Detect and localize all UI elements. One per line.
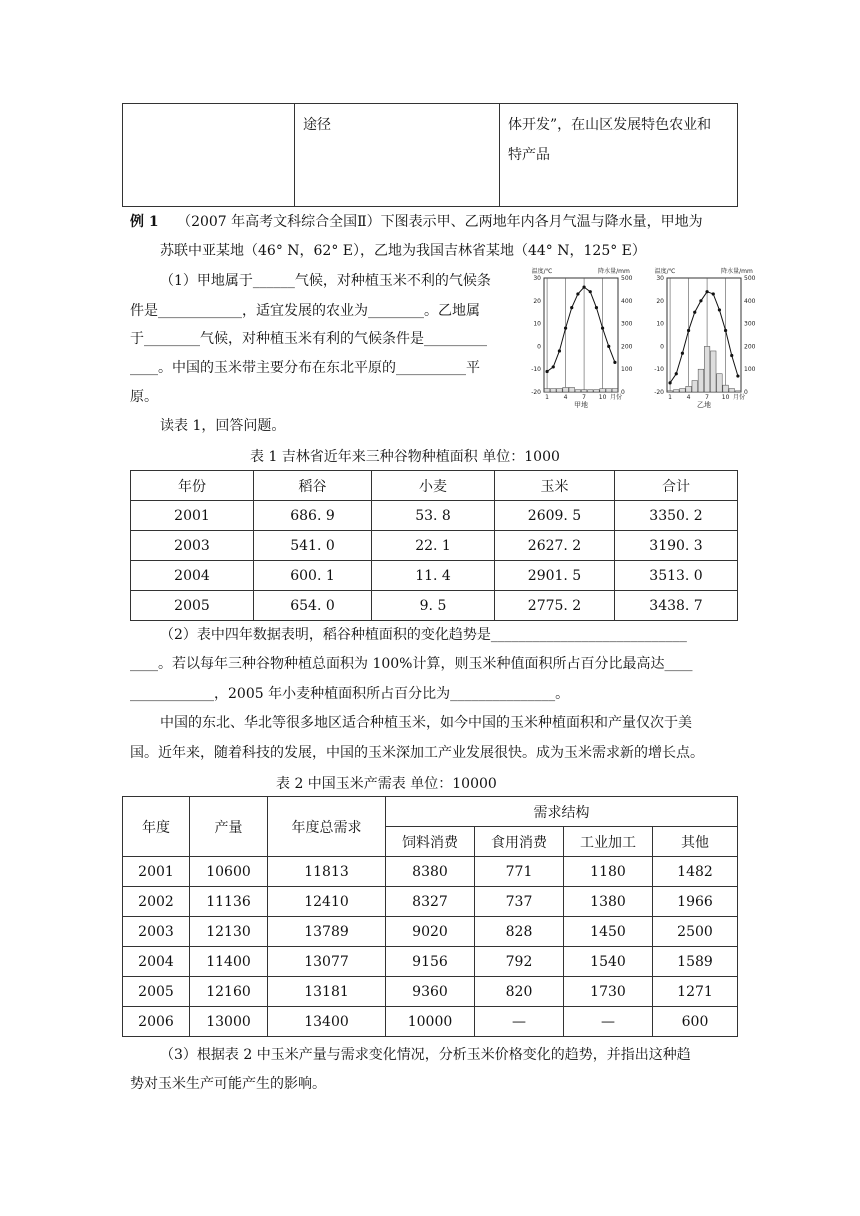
table1-header: 合计 (615, 471, 738, 501)
table2-cell: 1589 (653, 947, 738, 977)
table2-cell: 828 (475, 917, 564, 947)
table1-cell: 2005 (131, 591, 254, 621)
climate-chart-yi (643, 264, 763, 414)
table2-cell: 771 (475, 857, 564, 887)
table1-row (131, 531, 738, 561)
table1-row (131, 561, 738, 591)
precipitation-bar (673, 390, 679, 392)
table2-cell: 11813 (268, 857, 386, 887)
table2-cell: 9360 (386, 977, 475, 1007)
precipitation-bar (735, 391, 741, 392)
table1-cell: 2775. 2 (495, 591, 615, 621)
table1-cell: 9. 5 (372, 591, 495, 621)
precipitation-bar (544, 389, 550, 392)
table2-cell: 600 (653, 1007, 738, 1037)
table2-row (123, 1007, 738, 1037)
table2-cell: 1450 (564, 917, 653, 947)
temperature-point (582, 286, 585, 289)
temperature-point (607, 345, 610, 348)
table2-cell: — (564, 1007, 653, 1037)
table2-cell: 2002 (123, 887, 190, 917)
temperature-point (681, 352, 684, 355)
temperature-point (705, 290, 708, 293)
example-line1 (130, 209, 703, 235)
chart-xlabel: 甲地 (574, 401, 588, 409)
table1-cell: 541. 0 (254, 531, 372, 561)
temperature-point (589, 290, 592, 293)
table2-row (123, 977, 738, 1007)
table2-cell: 10000 (386, 1007, 475, 1037)
top-table-cell-3 (500, 104, 738, 207)
y1-tick-label: 10 (656, 320, 664, 328)
y2-tick-label: 400 (744, 297, 756, 305)
table2-cell: 2500 (653, 917, 738, 947)
x-tick-label: 1 (668, 394, 672, 401)
y2-tick-label: 200 (621, 343, 633, 351)
temperature-line (670, 292, 738, 383)
top-table-cell-1 (123, 104, 295, 207)
y1-tick-label: -20 (654, 389, 664, 396)
table1-header: 年份 (131, 471, 254, 501)
table1-cell: 3438. 7 (615, 591, 738, 621)
y1-tick-label: 10 (533, 320, 541, 328)
y2-tick-label: 0 (621, 389, 625, 396)
y2-axis-label: 降水量/mm (721, 268, 753, 275)
x-tick-label: 7 (582, 394, 586, 401)
temperature-point (576, 292, 579, 295)
table1-cell: 2001 (131, 501, 254, 531)
table1-row (131, 591, 738, 621)
plot-frame (544, 278, 618, 392)
table1-cell: 686. 9 (254, 501, 372, 531)
temperature-point (668, 381, 671, 384)
q1-line3: 于________气候，对种植玉米有利的气候条件是_________ (130, 331, 487, 347)
table2-cell: 13181 (268, 977, 386, 1007)
y2-tick-label: 300 (744, 320, 756, 328)
precipitation-bar (569, 387, 575, 392)
climate-chart-jia (520, 264, 640, 414)
temperature-point (613, 361, 616, 364)
table1-cell: 2003 (131, 531, 254, 561)
precipitation-bar (557, 389, 563, 392)
temperature-point (718, 308, 721, 311)
table1-header: 小麦 (372, 471, 495, 501)
top-table-cell-2: 途径 (295, 104, 500, 207)
table1-cell: 600. 1 (254, 561, 372, 591)
y1-axis-label: 温度/℃ (531, 268, 553, 275)
table1 (130, 470, 738, 621)
table1-row (131, 501, 738, 531)
x-tick-label: 7 (705, 394, 709, 401)
q1-line5: 原。 (130, 389, 158, 405)
y2-tick-label: 500 (621, 275, 633, 282)
temperature-point (687, 329, 690, 332)
y1-tick-label: -10 (531, 366, 541, 374)
precipitation-bar (680, 389, 686, 392)
top-table-cell-3-line1: 体开发”，在山区发展特色农业和 (508, 117, 712, 133)
table2-cell: 13789 (268, 917, 386, 947)
q3-line1: （3）根据表 2 中玉米产量与需求变化情况，分析玉米价格变化的趋势，并指出这种趋 (160, 1047, 691, 1063)
q1-line1: （1）甲地属于______气候，对种植玉米不利的气候条 (160, 273, 491, 289)
table2-cell: 820 (475, 977, 564, 1007)
para-line1: 中国的东北、华北等很多地区适合种植玉米，如今中国的玉米种植面积和产量仅次于美 (160, 715, 692, 731)
table2-cell: 11136 (190, 887, 268, 917)
precipitation-bar (667, 391, 673, 392)
x-tick-label: 10 (598, 394, 607, 401)
table1-cell: 3190. 3 (615, 531, 738, 561)
q2-line3: ____________，2005 年小麦种植面积所占百分比为_______________。 (130, 686, 570, 702)
precipitation-bar (612, 389, 618, 392)
y2-tick-label: 500 (744, 275, 756, 282)
table2-cell: 13400 (268, 1007, 386, 1037)
table2 (122, 796, 738, 1037)
precipitation-bar (710, 351, 716, 392)
precipitation-bar (698, 369, 704, 392)
table2-cell: 8327 (386, 887, 475, 917)
table2-row (123, 947, 738, 977)
y2-tick-label: 400 (621, 297, 633, 305)
x-tick-label: 4 (686, 394, 691, 401)
precipitation-bar (717, 374, 723, 392)
table2-cell: 12130 (190, 917, 268, 947)
temperature-point (601, 327, 604, 330)
table2-cell: 11400 (190, 947, 268, 977)
top-table-cell-3-line2: 特产品 (508, 147, 550, 163)
x-tick-label: 1 (545, 394, 549, 401)
y2-tick-label: 100 (621, 366, 633, 374)
temperature-point (570, 306, 573, 309)
chart-xlabel: 乙地 (697, 401, 711, 409)
q2-line2: ____。若以每年三种谷物种植总面积为 100%计算，则玉米种值面积所占百分比最高达____ (130, 656, 693, 672)
y2-tick-label: 0 (744, 389, 748, 396)
table2-cell: 1730 (564, 977, 653, 1007)
y1-tick-label: 20 (533, 297, 541, 305)
temperature-point (693, 311, 696, 314)
table1-header-row (131, 471, 738, 501)
temperature-point (699, 299, 702, 302)
y2-tick-label: 200 (744, 343, 756, 351)
table1-cell: 53. 8 (372, 501, 495, 531)
table2-cell: 1271 (653, 977, 738, 1007)
plot-frame (667, 278, 741, 392)
table2-row (123, 917, 738, 947)
y1-tick-label: 30 (533, 275, 541, 282)
y1-tick-label: 20 (656, 297, 664, 305)
table1-cell: 2609. 5 (495, 501, 615, 531)
temperature-point (730, 354, 733, 357)
precipitation-bar (587, 390, 593, 392)
x-tick-label: 4 (563, 394, 568, 401)
precipitation-bar (563, 387, 569, 392)
table1-caption: 表 1 吉林省近年来三种谷物种植面积 单位：1000 (250, 449, 560, 465)
example-line1-text: （2007 年高考文科综合全国Ⅱ）下图表示甲、乙两地年内各月气温与降水量，甲地为 (177, 214, 703, 230)
table2-cell: 792 (475, 947, 564, 977)
table1-header: 玉米 (495, 471, 615, 501)
table2-cell: 2004 (123, 947, 190, 977)
table2-cell: 2001 (123, 857, 190, 887)
precipitation-bar (575, 390, 581, 392)
temperature-point (675, 372, 678, 375)
table2-cell: 2006 (123, 1007, 190, 1037)
q1-line4: ____。中国的玉米带主要分布在东北平原的__________平 (130, 360, 480, 376)
temperature-point (736, 374, 739, 377)
table2-row (123, 887, 738, 917)
table2-header-year: 年度 (123, 797, 190, 857)
table2-subheader: 食用消费 (475, 827, 564, 857)
y1-tick-label: 0 (537, 343, 541, 351)
temperature-line (547, 287, 615, 371)
temperature-point (552, 365, 555, 368)
example-label: 例 1 (130, 214, 159, 230)
example-line2: 苏联中亚某地（46° N，62° E），乙地为我国吉林省某地（44° N，125° E） (160, 243, 646, 259)
precipitation-bar (600, 389, 606, 392)
table1-cell: 2627. 2 (495, 531, 615, 561)
table2-cell: 2003 (123, 917, 190, 947)
table2-cell: — (475, 1007, 564, 1037)
temperature-point (545, 370, 548, 373)
table2-caption: 表 2 中国玉米产需表 单位：10000 (276, 776, 497, 792)
y1-tick-label: -10 (654, 366, 664, 374)
table2-subheader: 饲料消费 (386, 827, 475, 857)
table2-cell: 10600 (190, 857, 268, 887)
table1-cell: 3350. 2 (615, 501, 738, 531)
para-line2: 国。近年来，随着科技的发展，中国的玉米深加工产业发展很快。成为玉米需求新的增长点。 (130, 745, 704, 761)
table2-cell: 1966 (653, 887, 738, 917)
table1-cell: 2901. 5 (495, 561, 615, 591)
precipitation-bar (692, 381, 698, 392)
table2-subheader: 工业加工 (564, 827, 653, 857)
q3-line2: 势对玉米生产可能产生的影响。 (130, 1076, 326, 1092)
table2-cell: 1180 (564, 857, 653, 887)
precipitation-bar (581, 390, 587, 392)
temperature-point (558, 349, 561, 352)
precipitation-bar (723, 385, 729, 392)
table2-cell: 1380 (564, 887, 653, 917)
temperature-point (712, 292, 715, 295)
table2-header-production: 产量 (190, 797, 268, 857)
y2-tick-label: 300 (621, 320, 633, 328)
table2-cell: 1482 (653, 857, 738, 887)
table1-header: 稻谷 (254, 471, 372, 501)
precipitation-bar (704, 346, 710, 392)
table2-cell: 13077 (268, 947, 386, 977)
precipitation-bar (594, 390, 600, 392)
x-unit-label: 月份 (609, 394, 623, 401)
table2-cell: 9156 (386, 947, 475, 977)
table2-cell: 12160 (190, 977, 268, 1007)
table2-subheader: 其他 (653, 827, 738, 857)
temperature-point (724, 329, 727, 332)
y1-axis-label: 温度/℃ (654, 268, 676, 275)
y1-tick-label: 0 (660, 343, 664, 351)
table2-header-total-demand: 年度总需求 (268, 797, 386, 857)
read-table1: 读表 1，回答问题。 (160, 418, 286, 434)
precipitation-bar (606, 389, 612, 392)
y2-tick-label: 100 (744, 366, 756, 374)
top-table (122, 103, 738, 207)
q1-line2: 件是____________，适宜发展的农业为________。乙地属 (130, 303, 480, 319)
table2-cell: 8380 (386, 857, 475, 887)
table1-cell: 3513. 0 (615, 561, 738, 591)
table2-row (123, 857, 738, 887)
table1-cell: 2004 (131, 561, 254, 591)
table2-cell: 12410 (268, 887, 386, 917)
y1-tick-label: -20 (531, 389, 541, 396)
table2-header-demand-structure: 需求结构 (386, 797, 738, 827)
x-tick-label: 10 (721, 394, 730, 401)
x-unit-label: 月份 (732, 394, 746, 401)
temperature-point (564, 327, 567, 330)
q2-line1: （2）表中四年数据表明，稻谷种植面积的变化趋势是____________________________ (160, 627, 687, 643)
y1-tick-label: 30 (656, 275, 664, 282)
temperature-point (595, 306, 598, 309)
precipitation-bar (729, 389, 735, 392)
table2-cell: 13000 (190, 1007, 268, 1037)
table2-cell: 737 (475, 887, 564, 917)
table2-cell: 1540 (564, 947, 653, 977)
table1-cell: 11. 4 (372, 561, 495, 591)
precipitation-bar (686, 386, 692, 392)
table1-cell: 654. 0 (254, 591, 372, 621)
table1-cell: 22. 1 (372, 531, 495, 561)
table2-cell: 2005 (123, 977, 190, 1007)
precipitation-bar (550, 389, 556, 392)
y2-axis-label: 降水量/mm (598, 268, 630, 275)
table2-cell: 9020 (386, 917, 475, 947)
